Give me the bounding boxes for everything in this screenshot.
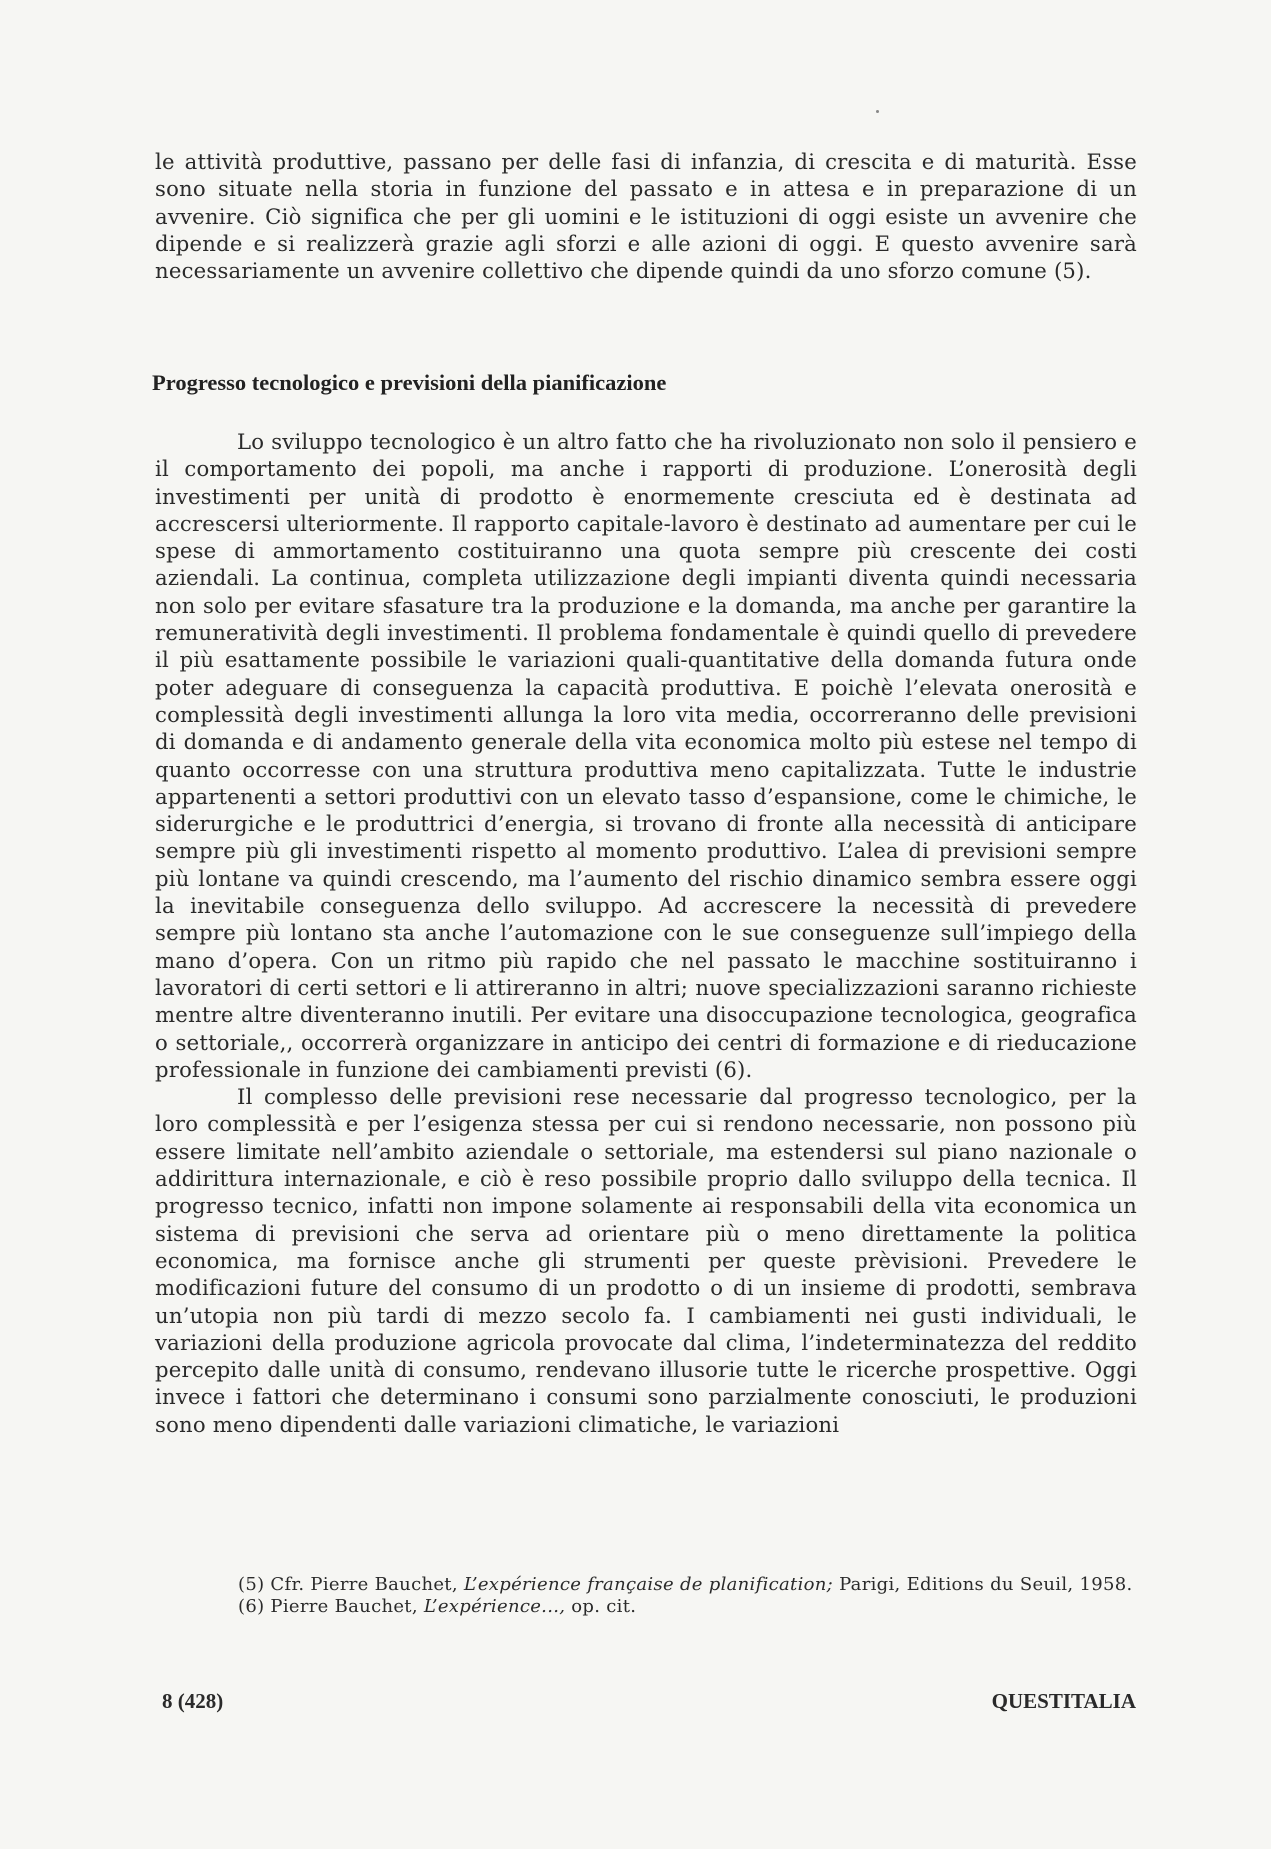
footnote-5-suffix: Parigi, Editions du Seuil, 1958. [833, 1574, 1133, 1595]
main-body [155, 428, 1137, 1438]
footnote-5-title: L’expérience française de planification; [463, 1574, 834, 1595]
footnote-6-prefix: (6) Pierre Bauchet, [238, 1595, 424, 1617]
body-paragraph-2: Il complesso delle previsioni rese necessarie dal progresso tecnologico, per la loro complessità e per l’esigenza stessa per cui si rendono necessarie, non possono più essere limitate nell’ambito aziendale o settoriale, ma estendersi sul piano nazionale o addirittura internazionale, e ciò è reso possibile proprio dallo sviluppo della tecnica. Il progresso tecnico, infatti non impone solamente ai responsabili della vita economica un sistema di previsioni che serva ad orientare più o meno direttamente la politica economica, ma fornisce anche gli strumenti per queste prèvisioni. Prevedere le modificazioni future del consumo di un prodotto o di un insieme di prodotti, sembrava un’utopia non più tardi di mezzo secolo fa. I cambiamenti nei gusti individuali, le variazioni della produzione agricola provocate dal clima, l’indeterminatezza del reddito percepito dalle unità di consumo, rendevano illusorie tutte le ricerche prospettive. Oggi invece i fattori che determinano i consumi sono parzialmente conosciuti, le produzioni sono meno dipendenti dalle variazioni climatiche, le variazioni [155, 1084, 1137, 1437]
body-paragraph-1: Lo sviluppo tecnologico è un altro fatto che ha rivoluzionato non solo il pensiero e il comportamento dei popoli, ma anche i rapporti di produzione. L’onerosità degli investimenti per unità di prodotto è enormemente cresciuta ed è destinata ad accrescersi ulteriormente. Il rapporto capitale-lavoro è destinato ad aumentare per cui le spese di ammortamento costituiranno una quota sempre più crescente dei costi aziendali. La continua, completa utilizzazione degli impianti diventa quindi necessaria non solo per evitare sfasature tra la produzione e la domanda, ma anche per garantire la remuneratività degli investimenti. Il problema fondamentale è quindi quello di prevedere il più esattamente possibile le variazioni quali-quantitative della domanda futura onde poter adeguare di conseguenza la capacità produttiva. E poichè l’elevata onerosità e complessità degli investimenti allunga la loro vita media, occorreranno delle previsioni di domanda e di andamento generale della vita economica molto più estese nel tempo di quanto occorresse con una struttura produttiva meno capitalizzata. Tutte le industrie appartenenti a settori produttivi con un elevato tasso d’espansione, come le chimiche, le siderurgiche e le produttrici d’energia, si trovano di fronte alla necessità di anticipare sempre più gli investimenti rispetto al momento produttivo. L’alea di previsioni sempre più lontane va quindi crescendo, ma l’aumento del rischio dinamico sembra essere oggi la inevitabile conseguenza dello sviluppo. Ad accrescere la necessità di prevedere sempre più lontano sta anche l’automazione con le sue conseguenze sull’impiego della mano d’opera. Con un ritmo più rapido che nel passato le macchine sostituiranno i lavoratori di certi settori e li attireranno in altri; nuove specializzazioni saranno richieste mentre altre diventeranno inutili. Per evitare una disoccupazione tecnologica, geografica o settoriale,, occorrerà organizzare in anticipo dei centri di formazione e di rieducazione professionale in funzione dei cambiamenti previsti (6). [155, 429, 1137, 1082]
journal-name: QUESTITALIA [991, 1689, 1136, 1713]
footnote-5 [162, 1574, 1137, 1596]
footnotes [162, 1574, 1137, 1617]
footnote-6-suffix: op. cit. [565, 1595, 637, 1617]
paper-speck [876, 110, 879, 113]
footnote-5-prefix: (5) Cfr. Pierre Bauchet, [238, 1574, 464, 1595]
top-paragraph: le attività produttive, passano per delle fasi di infanzia, di crescita e di maturità. Esse sono situate nella storia in funzione del passato e in attesa e in preparazione di un avvenire. Ciò significa che per gli uomini e le istituzioni di oggi esiste un avvenire che dipende e si realizzerà grazie agli sforzi e alle azioni di oggi. E questo avvenire sarà necessariamente un avvenire collettivo che dipende quindi da uno sforzo comune (5). [155, 149, 1137, 284]
page-number: 8 (428) [162, 1689, 224, 1713]
section-heading: Progresso tecnologico e previsioni della pianificazione [152, 370, 667, 395]
footnote-6-title: L’expérience..., [423, 1595, 566, 1617]
footnote-6 [162, 1596, 1137, 1618]
